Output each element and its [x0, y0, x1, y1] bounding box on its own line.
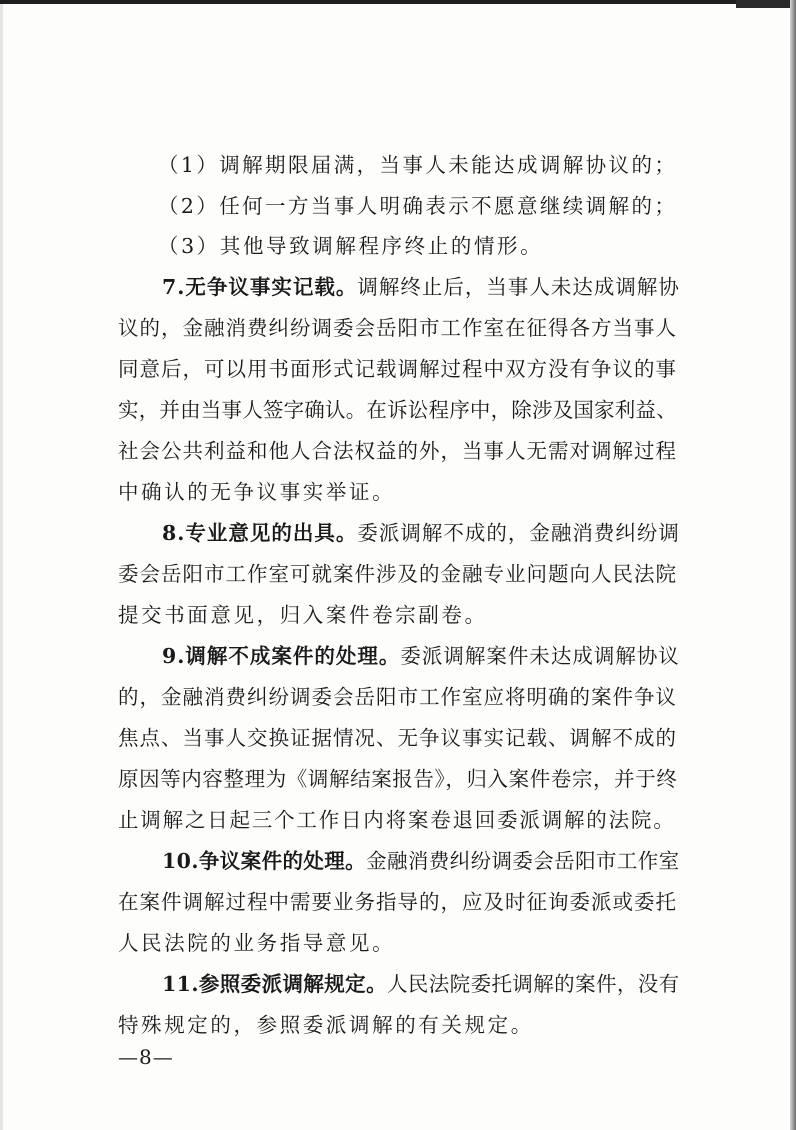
paragraph-line: 原因等内容整理为《调解结案报告》，归入案件卷宗，并于终 — [118, 767, 678, 791]
scan-top-right-edge — [736, 0, 796, 8]
paragraph-text: 委派调解案件未达成调解协议 — [400, 644, 680, 668]
paragraph-line: 人民法院的业务指导意见。 — [118, 931, 396, 955]
paragraph-text: 人民法院委托调解的案件，没有 — [386, 972, 680, 996]
section-heading: 7.无争议事实记载。 — [162, 275, 358, 299]
scan-top-edge — [0, 0, 796, 4]
paragraph-line: 实，并由当事人签字确认。在诉讼程序中，除涉及国家利益、 — [118, 398, 677, 422]
page-number: —8— — [118, 1045, 174, 1069]
scan-right-edge — [790, 0, 796, 1130]
section-heading: 10.争议案件的处理。 — [162, 849, 367, 873]
paragraph-line: 止调解之日起三个工作日内将案卷退回委派调解的法院。 — [118, 808, 676, 832]
paragraph-line: 特殊规定的，参照委派调解的有关规定。 — [118, 1013, 534, 1037]
section-8-first-line — [162, 518, 680, 548]
paragraph-line: 中确认的无争议事实举证。 — [118, 480, 396, 504]
section-heading: 8.专业意见的出具。 — [162, 521, 358, 545]
paragraph-text: 调解终止后，当事人未达成调解协 — [357, 275, 680, 299]
list-item: （2）任何一方当事人明确表示不愿意继续调解的； — [158, 194, 678, 218]
paragraph-line: 焦点、当事人交换证据情况、无争议事实记载、调解不成的 — [118, 726, 677, 750]
section-9-first-line — [162, 641, 680, 671]
paragraph-text: 委派调解不成的，金融消费纠纷调 — [357, 521, 680, 545]
section-heading: 9.调解不成案件的处理。 — [162, 644, 401, 668]
paragraph-line: 议的，金融消费纠纷调委会岳阳市工作室在征得各方当事人 — [118, 316, 677, 340]
list-item: （1）调解期限届满，当事人未能达成调解协议的； — [158, 153, 678, 177]
list-item: （3）其他导致调解程序终止的情形。 — [158, 234, 544, 258]
paragraph-line: 社会公共利益和他人合法权益的外，当事人无需对调解过程 — [118, 439, 677, 463]
section-heading: 11.参照委派调解规定。 — [162, 972, 387, 996]
paragraph-line: 委会岳阳市工作室可就案件涉及的金融专业问题向人民法院 — [118, 562, 677, 586]
paragraph-line: 同意后，可以用书面形式记载调解过程中双方没有争议的事 — [118, 357, 677, 381]
scan-left-edge — [0, 0, 3, 1130]
paragraph-text: 金融消费纠纷调委会岳阳市工作室 — [366, 849, 680, 873]
section-11-first-line — [162, 969, 680, 999]
section-7-first-line — [162, 272, 680, 302]
section-10-first-line — [162, 846, 680, 876]
paragraph-line: 的，金融消费纠纷调委会岳阳市工作室应将明确的案件争议 — [118, 685, 677, 709]
paragraph-line: 在案件调解过程中需要业务指导的，应及时征询委派或委托 — [118, 890, 677, 914]
paragraph-line: 提交书面意见，归入案件卷宗副卷。 — [118, 603, 488, 627]
